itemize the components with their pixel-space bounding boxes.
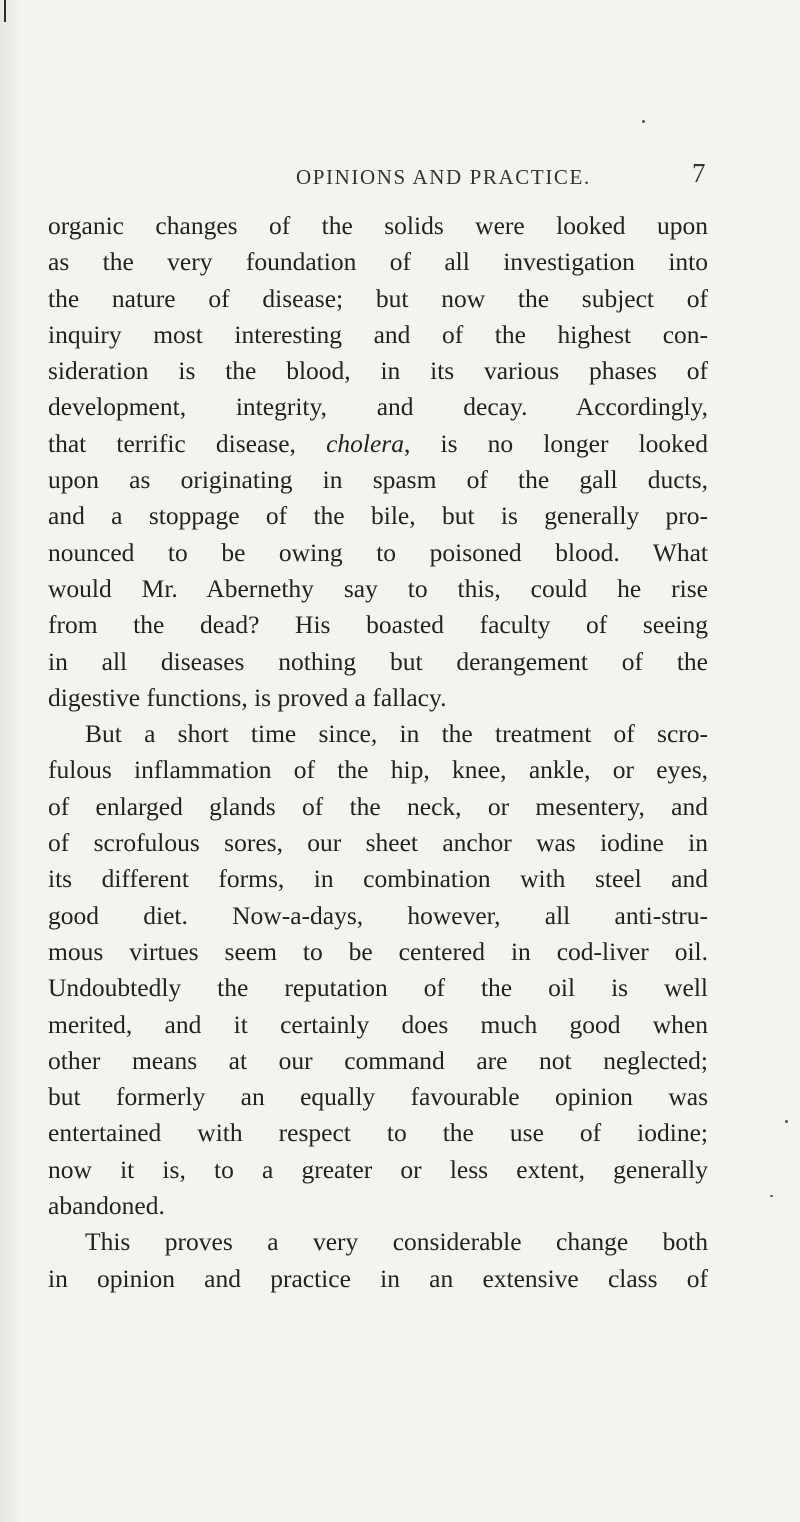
- page-edge-mark: [4, 0, 6, 22]
- text-line: entertained with respect to the use of iodine;: [48, 1118, 708, 1148]
- page-number: 7: [692, 158, 706, 188]
- ink-speck: [770, 1195, 773, 1197]
- gutter-shadow: [0, 0, 22, 1522]
- paragraph-start-line: But a short time since, in the treatment of scro-: [85, 719, 708, 749]
- text-line: of scrofulous sores, our sheet anchor was iodine in: [48, 828, 708, 858]
- text-line: but formerly an equally favourable opinion was: [48, 1082, 708, 1112]
- text-line: other means at our command are not neglected;: [48, 1045, 708, 1075]
- text-line: in opinion and practice in an extensive class of: [48, 1263, 708, 1293]
- text-line: good diet. Now-a-days, however, all anti-stru-: [48, 900, 708, 930]
- ink-speck: [642, 120, 645, 123]
- text-line: would Mr. Abernethy say to this, could he rise: [48, 573, 708, 603]
- text-line: from the dead? His boasted faculty of seeing: [48, 610, 708, 640]
- ink-speck: [785, 1120, 788, 1123]
- text-line: sideration is the blood, in its various phases of: [48, 356, 708, 386]
- text-line: fulous inflammation of the hip, knee, ankle, or eyes,: [48, 755, 708, 785]
- text-line: as the very foundation of all investigation into: [48, 247, 708, 277]
- text-line-with-italic: [48, 426, 708, 462]
- text-line: inquiry most interesting and of the highest con-: [48, 319, 708, 349]
- text-line: abandoned.: [48, 1191, 165, 1221]
- running-head: OPINIONS AND PRACTICE.: [296, 165, 591, 189]
- text-line: its different forms, in combination with steel and: [48, 864, 708, 894]
- text-line: development, integrity, and decay. Accordingly,: [48, 392, 708, 422]
- text-segment: that terrific disease,: [48, 428, 327, 458]
- text-line: upon as originating in spasm of the gall ducts,: [48, 465, 708, 495]
- text-line: merited, and it certainly does much good when: [48, 1009, 708, 1039]
- italic-term: cholera: [326, 428, 404, 458]
- text-line: of enlarged glands of the neck, or mesentery, and: [48, 791, 708, 821]
- text-line: in all diseases nothing but derangement of the: [48, 646, 708, 676]
- text-line: and a stoppage of the bile, but is generally pro-: [48, 501, 708, 531]
- text-line: Undoubtedly the reputation of the oil is well: [48, 973, 708, 1003]
- body-text: [48, 208, 708, 1297]
- text-line: organic changes of the solids were looked upon: [48, 211, 708, 240]
- text-line: now it is, to a greater or less extent, generally: [48, 1154, 708, 1184]
- paragraph-start-line: This proves a very considerable change both: [85, 1227, 708, 1257]
- text-line: mous virtues seem to be centered in cod-liver oil.: [48, 936, 708, 966]
- text-line: digestive functions, is proved a fallacy.: [48, 682, 447, 712]
- text-segment: , is no longer looked: [403, 428, 708, 458]
- text-line: nounced to be owing to poisoned blood. What: [48, 537, 708, 567]
- text-line: the nature of disease; but now the subject of: [48, 283, 708, 313]
